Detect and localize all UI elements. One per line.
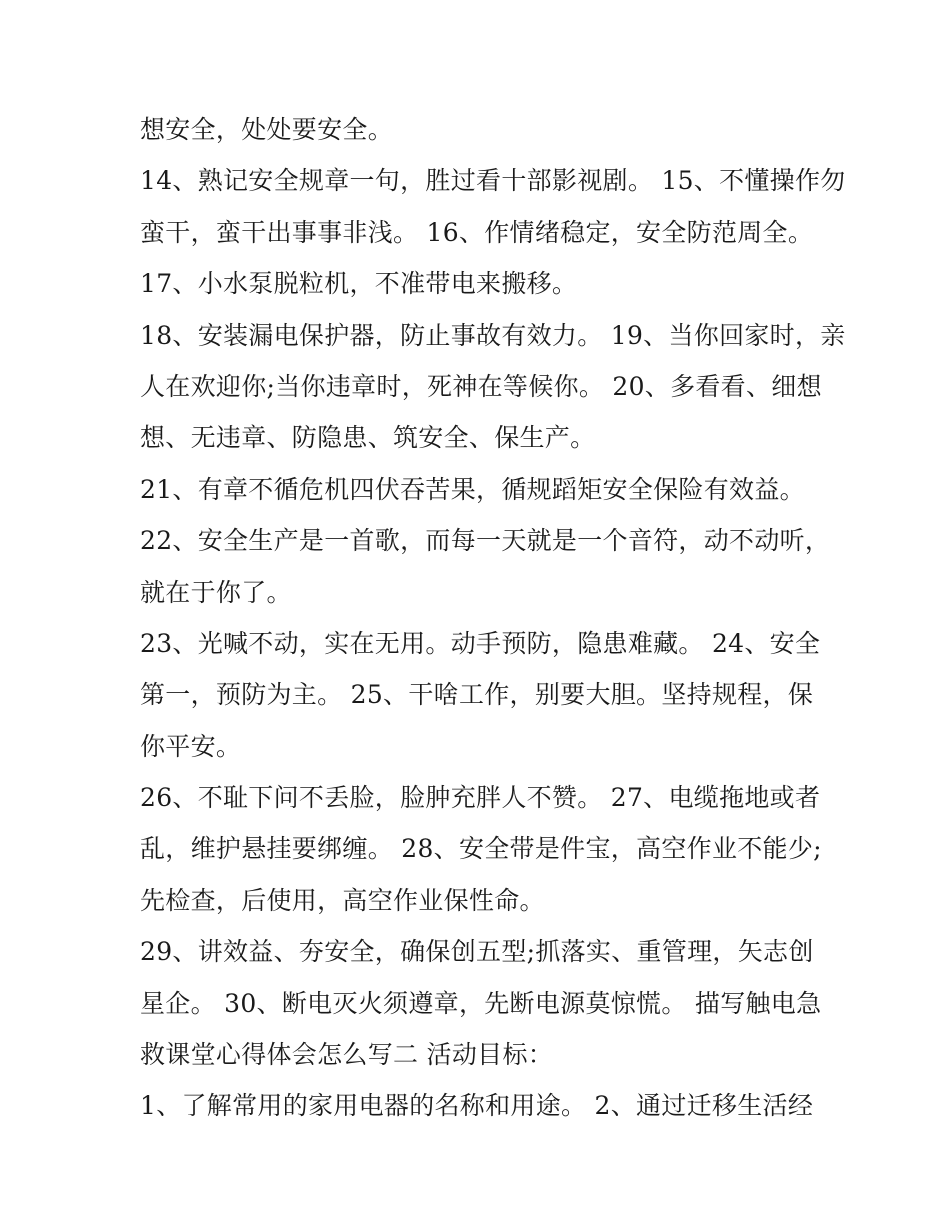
text-line: 1、了解常用的家用电器的名称和用途。 2、通过迁移生活经 <box>140 1091 814 1121</box>
text-line: 救课堂心得体会怎么写二 活动目标： <box>140 1040 554 1070</box>
text-line: 想、无违章、防隐患、筑安全、保生产。 <box>140 423 596 453</box>
text-line: 22、安全生产是一首歌，而每一天就是一个音符，动不动听， <box>140 526 831 556</box>
text-line: 想安全，处处要安全。 <box>140 115 394 144</box>
text-line: 14、熟记安全规章一句，胜过看十部影视剧。 15、不懂操作勿 <box>140 166 846 196</box>
text-line: 第一，预防为主。 25、干啥工作，别要大胆。坚持规程，保 <box>140 680 814 710</box>
text-line: 乱，维护悬挂要绑缠。 28、安全带是件宝，高空作业不能少; <box>140 834 822 864</box>
text-line: 29、讲效益、夯安全，确保创五型;抓落实、重管理，矢志创 <box>140 937 814 967</box>
text-line: 人在欢迎你;当你违章时，死神在等候你。 20、多看看、细想 <box>140 371 822 401</box>
text-line: 18、安装漏电保护器，防止事故有效力。 19、当你回家时，亲 <box>140 320 846 350</box>
text-line: 26、不耻下问不丢脸，脸肿充胖人不赞。 27、电缆拖地或者 <box>140 783 821 813</box>
text-line: 就在于你了。 <box>140 577 292 607</box>
text-line: 蛮干，蛮干出事事非浅。 16、作情绪稳定，安全防范周全。 <box>140 217 814 247</box>
text-line: 星企。 30、断电灭火须遵章，先断电源莫惊慌。 描写触电急 <box>140 988 822 1018</box>
text-line: 先检查，后使用，高空作业保性命。 <box>140 885 545 915</box>
text-line: 17、小水泵脱粒机，不准带电来搬移。 <box>140 269 578 299</box>
text-line: 21、有章不循危机四伏吞苦果，循规蹈矩安全保险有效益。 <box>140 474 805 504</box>
text-line: 23、光喊不动，实在无用。动手预防，隐患难藏。 24、安全 <box>140 628 821 658</box>
document-body <box>140 104 846 1132</box>
text-line: 你平安。 <box>140 731 242 761</box>
